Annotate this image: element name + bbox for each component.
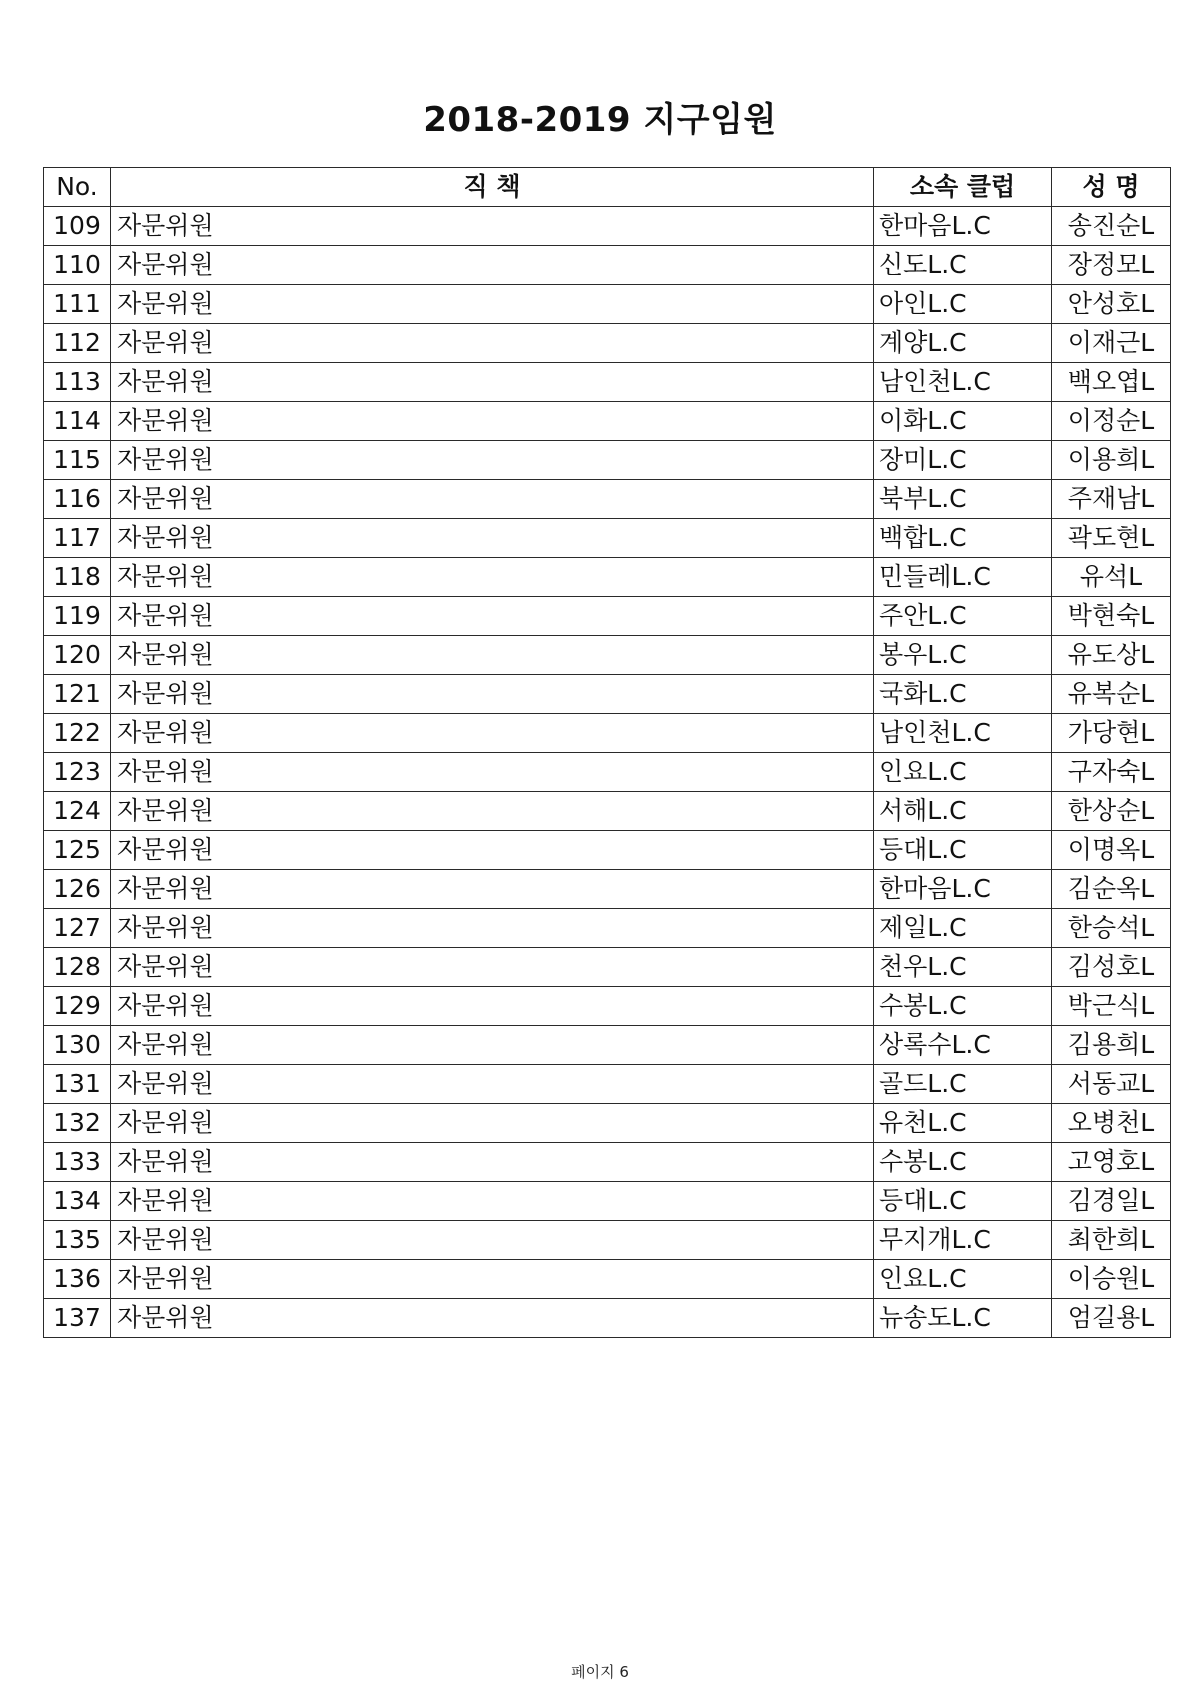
row-number: 135 bbox=[44, 1221, 111, 1260]
page-footer: 페이지 6 bbox=[571, 1663, 629, 1681]
header-club: 소속 클럽 bbox=[874, 168, 1052, 207]
row-number: 112 bbox=[44, 324, 111, 363]
table-row bbox=[44, 519, 1171, 558]
row-club: 인요L.C bbox=[874, 1260, 1052, 1299]
row-club: 인요L.C bbox=[874, 753, 1052, 792]
table-row bbox=[44, 909, 1171, 948]
row-role: 자문위원 bbox=[111, 948, 874, 987]
row-number: 128 bbox=[44, 948, 111, 987]
table-row bbox=[44, 1104, 1171, 1143]
header-name: 성 명 bbox=[1052, 168, 1171, 207]
table-row bbox=[44, 1143, 1171, 1182]
row-club: 아인L.C bbox=[874, 285, 1052, 324]
row-number: 133 bbox=[44, 1143, 111, 1182]
row-role: 자문위원 bbox=[111, 597, 874, 636]
row-club: 이화L.C bbox=[874, 402, 1052, 441]
table-row bbox=[44, 1026, 1171, 1065]
row-number: 130 bbox=[44, 1026, 111, 1065]
row-club: 백합L.C bbox=[874, 519, 1052, 558]
row-number: 134 bbox=[44, 1182, 111, 1221]
table-row bbox=[44, 558, 1171, 597]
row-number: 116 bbox=[44, 480, 111, 519]
row-number: 129 bbox=[44, 987, 111, 1026]
row-role: 자문위원 bbox=[111, 1260, 874, 1299]
row-club: 민들레L.C bbox=[874, 558, 1052, 597]
row-club: 제일L.C bbox=[874, 909, 1052, 948]
table-header-row bbox=[44, 168, 1171, 207]
row-club: 계양L.C bbox=[874, 324, 1052, 363]
table-row bbox=[44, 714, 1171, 753]
table-row bbox=[44, 948, 1171, 987]
table-row bbox=[44, 1065, 1171, 1104]
row-name: 박현숙L bbox=[1052, 597, 1171, 636]
row-name: 김순옥L bbox=[1052, 870, 1171, 909]
row-club: 서해L.C bbox=[874, 792, 1052, 831]
row-number: 113 bbox=[44, 363, 111, 402]
table-row bbox=[44, 402, 1171, 441]
table-body bbox=[44, 207, 1171, 1338]
row-club: 국화L.C bbox=[874, 675, 1052, 714]
row-role: 자문위원 bbox=[111, 1143, 874, 1182]
row-number: 122 bbox=[44, 714, 111, 753]
row-name: 이명옥L bbox=[1052, 831, 1171, 870]
table-row bbox=[44, 1182, 1171, 1221]
table-row bbox=[44, 987, 1171, 1026]
row-name: 유도상L bbox=[1052, 636, 1171, 675]
row-name: 장정모L bbox=[1052, 246, 1171, 285]
row-number: 110 bbox=[44, 246, 111, 285]
row-name: 고영호L bbox=[1052, 1143, 1171, 1182]
row-role: 자문위원 bbox=[111, 246, 874, 285]
row-role: 자문위원 bbox=[111, 480, 874, 519]
row-number: 120 bbox=[44, 636, 111, 675]
row-number: 115 bbox=[44, 441, 111, 480]
row-role: 자문위원 bbox=[111, 987, 874, 1026]
row-name: 이재근L bbox=[1052, 324, 1171, 363]
row-club: 신도L.C bbox=[874, 246, 1052, 285]
row-name: 백오엽L bbox=[1052, 363, 1171, 402]
row-number: 109 bbox=[44, 207, 111, 246]
row-name: 안성호L bbox=[1052, 285, 1171, 324]
row-name: 김경일L bbox=[1052, 1182, 1171, 1221]
header-no: No. bbox=[44, 168, 111, 207]
row-club: 골드L.C bbox=[874, 1065, 1052, 1104]
table-row bbox=[44, 207, 1171, 246]
row-club: 장미L.C bbox=[874, 441, 1052, 480]
row-name: 김성호L bbox=[1052, 948, 1171, 987]
officers-table bbox=[43, 167, 1171, 1338]
row-club: 북부L.C bbox=[874, 480, 1052, 519]
table-row bbox=[44, 870, 1171, 909]
row-name: 이승원L bbox=[1052, 1260, 1171, 1299]
row-number: 137 bbox=[44, 1299, 111, 1338]
row-role: 자문위원 bbox=[111, 831, 874, 870]
row-number: 123 bbox=[44, 753, 111, 792]
row-name: 오병천L bbox=[1052, 1104, 1171, 1143]
row-role: 자문위원 bbox=[111, 792, 874, 831]
table-row bbox=[44, 636, 1171, 675]
row-club: 유천L.C bbox=[874, 1104, 1052, 1143]
row-club: 무지개L.C bbox=[874, 1221, 1052, 1260]
row-role: 자문위원 bbox=[111, 441, 874, 480]
table-row bbox=[44, 831, 1171, 870]
table-row bbox=[44, 1299, 1171, 1338]
table-row bbox=[44, 675, 1171, 714]
row-name: 곽도현L bbox=[1052, 519, 1171, 558]
row-number: 119 bbox=[44, 597, 111, 636]
row-number: 125 bbox=[44, 831, 111, 870]
row-role: 자문위원 bbox=[111, 870, 874, 909]
row-club: 뉴송도L.C bbox=[874, 1299, 1052, 1338]
row-role: 자문위원 bbox=[111, 636, 874, 675]
row-number: 111 bbox=[44, 285, 111, 324]
row-name: 유복순L bbox=[1052, 675, 1171, 714]
table-row bbox=[44, 597, 1171, 636]
table-row bbox=[44, 246, 1171, 285]
row-role: 자문위원 bbox=[111, 909, 874, 948]
row-role: 자문위원 bbox=[111, 714, 874, 753]
row-role: 자문위원 bbox=[111, 402, 874, 441]
row-name: 최한희L bbox=[1052, 1221, 1171, 1260]
row-number: 124 bbox=[44, 792, 111, 831]
row-club: 등대L.C bbox=[874, 831, 1052, 870]
table-row bbox=[44, 792, 1171, 831]
table-row bbox=[44, 1221, 1171, 1260]
row-role: 자문위원 bbox=[111, 1182, 874, 1221]
row-number: 118 bbox=[44, 558, 111, 597]
row-name: 구자숙L bbox=[1052, 753, 1171, 792]
row-name: 송진순L bbox=[1052, 207, 1171, 246]
row-number: 136 bbox=[44, 1260, 111, 1299]
row-number: 131 bbox=[44, 1065, 111, 1104]
row-club: 주안L.C bbox=[874, 597, 1052, 636]
table-row bbox=[44, 441, 1171, 480]
row-name: 이정순L bbox=[1052, 402, 1171, 441]
table-row bbox=[44, 363, 1171, 402]
row-name: 김용희L bbox=[1052, 1026, 1171, 1065]
table-row bbox=[44, 480, 1171, 519]
table-row bbox=[44, 1260, 1171, 1299]
row-role: 자문위원 bbox=[111, 753, 874, 792]
row-role: 자문위원 bbox=[111, 675, 874, 714]
row-name: 이용희L bbox=[1052, 441, 1171, 480]
row-role: 자문위원 bbox=[111, 519, 874, 558]
row-name: 가당현L bbox=[1052, 714, 1171, 753]
row-role: 자문위원 bbox=[111, 1104, 874, 1143]
row-name: 유석L bbox=[1052, 558, 1171, 597]
row-name: 엄길용L bbox=[1052, 1299, 1171, 1338]
row-name: 서동교L bbox=[1052, 1065, 1171, 1104]
row-role: 자문위원 bbox=[111, 324, 874, 363]
row-role: 자문위원 bbox=[111, 1221, 874, 1260]
table-row bbox=[44, 324, 1171, 363]
row-club: 등대L.C bbox=[874, 1182, 1052, 1221]
row-club: 수봉L.C bbox=[874, 987, 1052, 1026]
row-number: 121 bbox=[44, 675, 111, 714]
table-row bbox=[44, 753, 1171, 792]
row-name: 주재남L bbox=[1052, 480, 1171, 519]
row-role: 자문위원 bbox=[111, 1065, 874, 1104]
row-number: 114 bbox=[44, 402, 111, 441]
page-title: 2018-2019 지구임원 bbox=[423, 100, 777, 140]
row-role: 자문위원 bbox=[111, 207, 874, 246]
row-club: 한마음L.C bbox=[874, 870, 1052, 909]
row-number: 132 bbox=[44, 1104, 111, 1143]
row-number: 126 bbox=[44, 870, 111, 909]
row-role: 자문위원 bbox=[111, 1026, 874, 1065]
row-number: 117 bbox=[44, 519, 111, 558]
row-name: 한승석L bbox=[1052, 909, 1171, 948]
row-club: 상록수L.C bbox=[874, 1026, 1052, 1065]
row-name: 박근식L bbox=[1052, 987, 1171, 1026]
header-role: 직 책 bbox=[111, 168, 874, 207]
row-role: 자문위원 bbox=[111, 363, 874, 402]
row-number: 127 bbox=[44, 909, 111, 948]
row-club: 한마음L.C bbox=[874, 207, 1052, 246]
row-role: 자문위원 bbox=[111, 1299, 874, 1338]
row-club: 남인천L.C bbox=[874, 714, 1052, 753]
table-row bbox=[44, 285, 1171, 324]
row-club: 천우L.C bbox=[874, 948, 1052, 987]
row-club: 수봉L.C bbox=[874, 1143, 1052, 1182]
row-role: 자문위원 bbox=[111, 558, 874, 597]
row-club: 남인천L.C bbox=[874, 363, 1052, 402]
row-name: 한상순L bbox=[1052, 792, 1171, 831]
row-club: 봉우L.C bbox=[874, 636, 1052, 675]
row-role: 자문위원 bbox=[111, 285, 874, 324]
